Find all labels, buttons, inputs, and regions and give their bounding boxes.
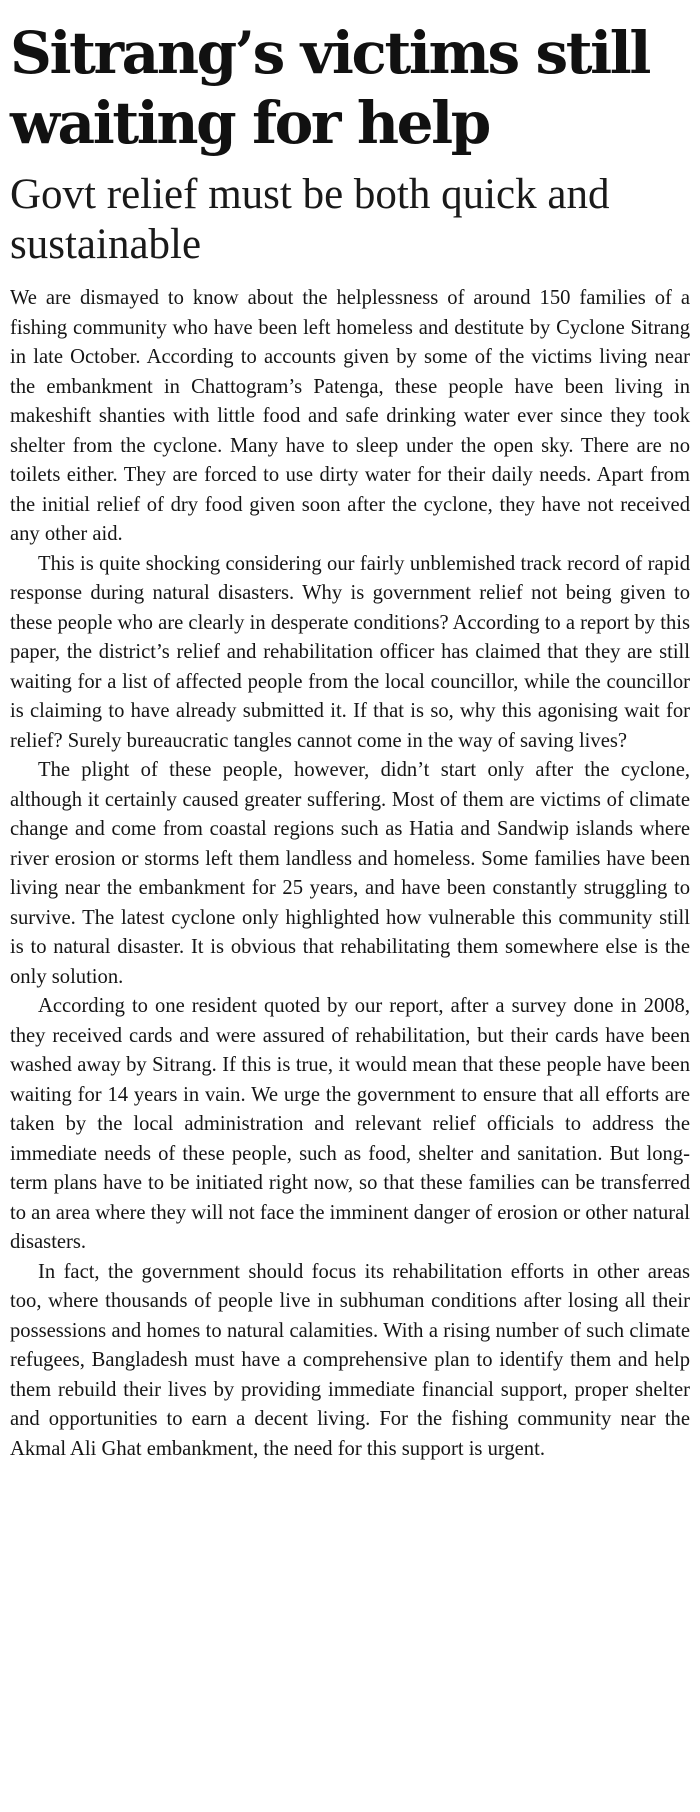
body-paragraph: The plight of these people, however, didn’t start only after the cyclone, although it certainly caused greater suffering. Most of them are victims of climate change and come from coastal regions such as Hatia and Sandwip islands where river erosion or storms left them landless and homeless. Some families have been living near the embankment for 25 years, and have been constantly struggling to survive. The latest cyclone only highlighted how vulnerable this community still is to natural disaster. It is obvious that rehabilitating them somewhere else is the only solution. xyxy=(10,759,690,988)
headline: Sitrang’s victims still waiting for help xyxy=(10,19,650,157)
article-body xyxy=(10,284,690,1464)
body-paragraph: We are dismayed to know about the helplessness of around 150 families of a fishing community who have been left homeless and destitute by Cyclone Sitrang in late October. According to accounts given by some of the victims living near the embankment in Chattogram’s Patenga, these people have been living in makeshift shanties with little food and safe drinking water ever since they took shelter from the cyclone. Many have to sleep under the open sky. There are no toilets either. They are forced to use dirty water for their daily needs. Apart from the initial relief of dry food given soon after the cyclone, they have not received any other aid. xyxy=(10,287,690,545)
editorial-article xyxy=(10,18,690,1464)
body-paragraph: In fact, the government should focus its rehabilitation efforts in other areas too, where thousands of people live in subhuman conditions after losing all their possessions and homes to natural calamities. With a rising number of such climate refugees, Bangladesh must have a comprehensive plan to identify them and help them rebuild their lives by providing immediate financial support, proper shelter and opportunities to earn a decent living. For the fishing community near the Akmal Ali Ghat embankment, the need for this support is urgent. xyxy=(10,1260,690,1460)
body-paragraph: This is quite shocking considering our fairly unblemished track record of rapid response during natural disasters. Why is government relief not being given to these people who are clearly in desperate conditions? According to a report by this paper, the district’s relief and rehabilitation officer has claimed that they are still waiting for a list of affected people from the local councillor, while the councillor is claiming to have already submitted it. If that is so, why this agonising wait for relief? Surely bureaucratic tangles cannot come in the way of saving lives? xyxy=(10,552,690,752)
body-paragraph: According to one resident quoted by our report, after a survey done in 2008, they received cards and were assured of rehabilitation, but their cards have been washed away by Sitrang. If this is true, it would mean that these people have been waiting for 14 years in vain. We urge the government to ensure that all efforts are taken by the local administration and relevant relief officials to address the immediate needs of these people, such as food, shelter and sanitation. But long-term plans have to be initiated right now, so that these families can be transferred to an area where they will not face the imminent danger of erosion or other natural disasters. xyxy=(10,995,690,1253)
subheadline: Govt relief must be both quick and sustainable xyxy=(10,171,610,268)
